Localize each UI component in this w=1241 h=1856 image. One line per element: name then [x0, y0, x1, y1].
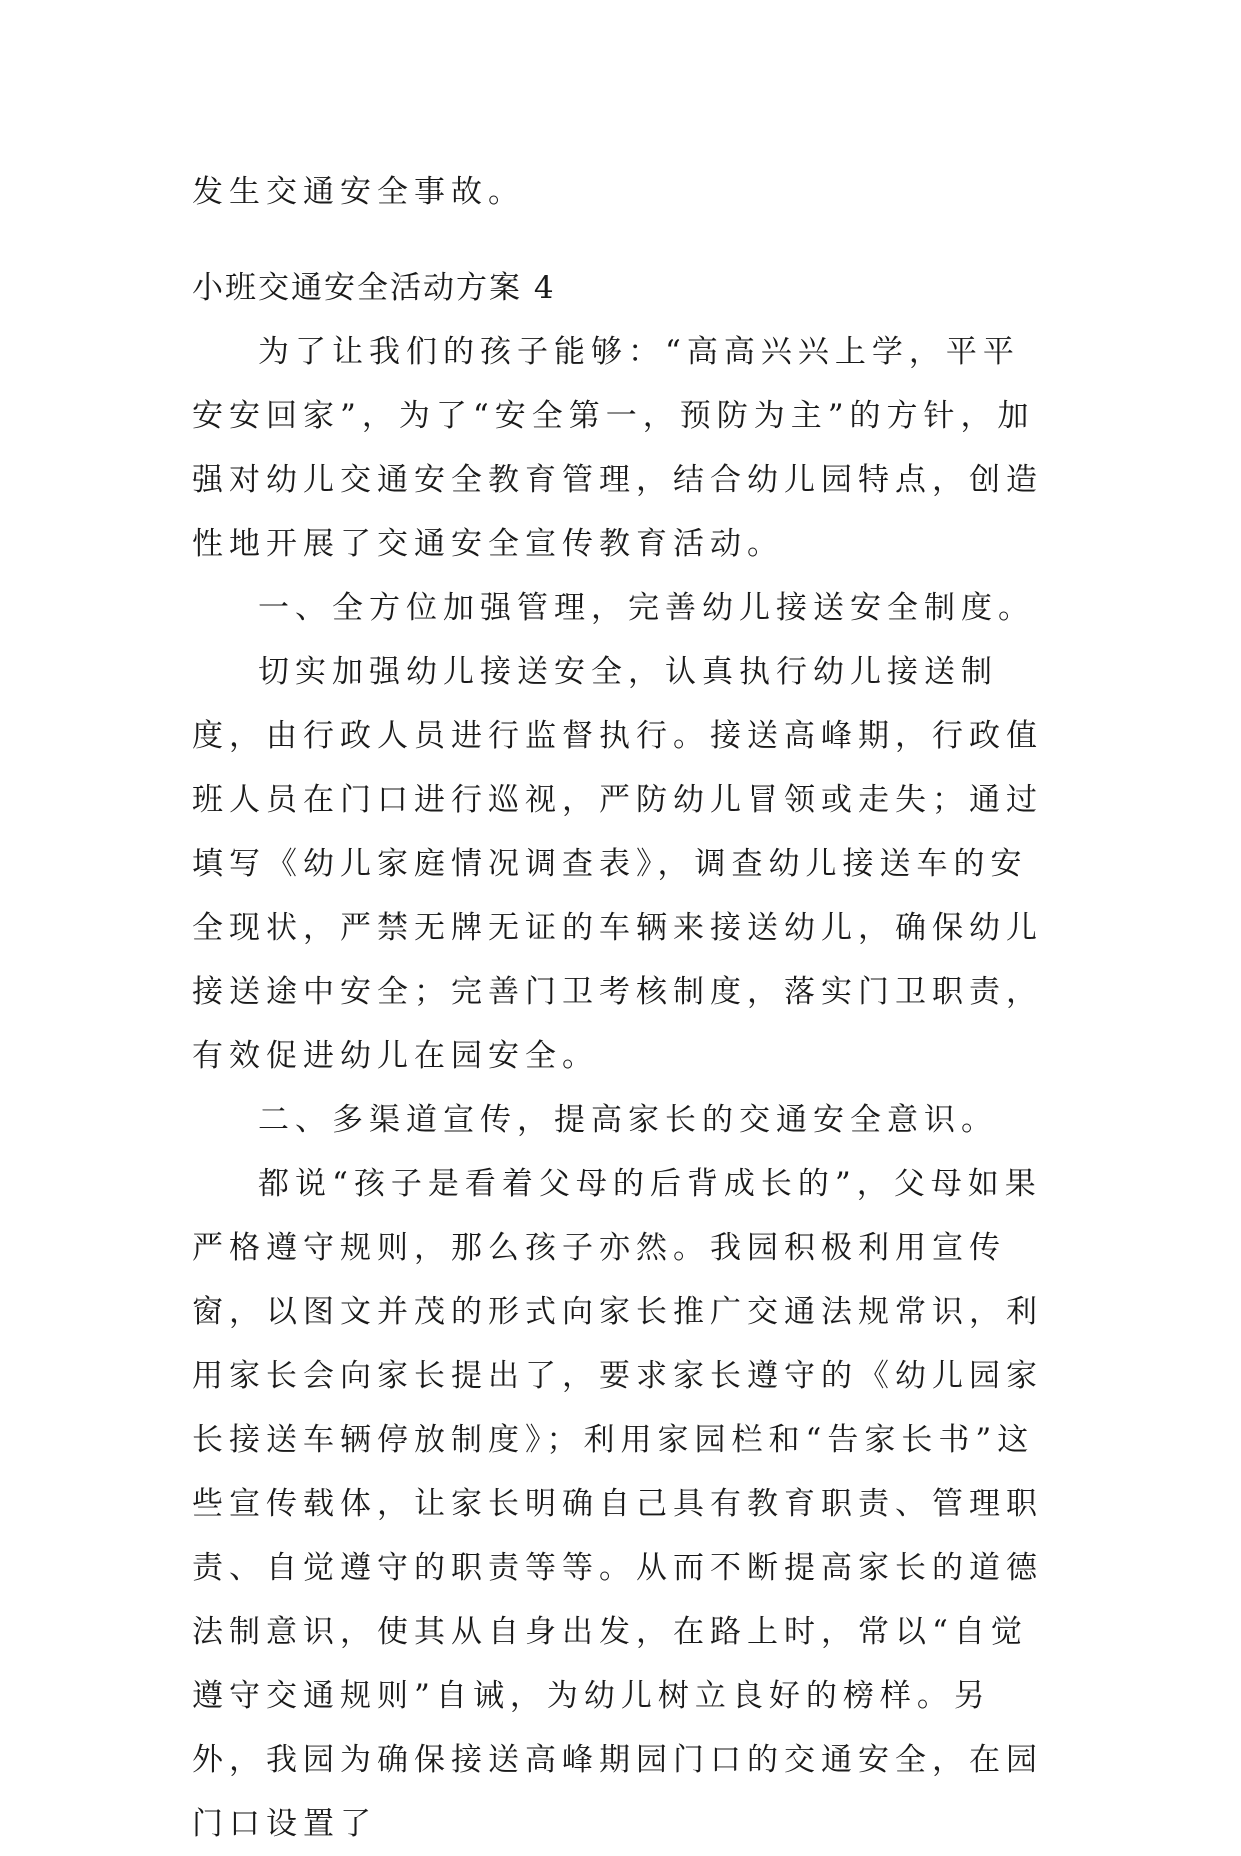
continued-text: 发生交通安全事故。 — [192, 174, 525, 210]
section-title: 小班交通安全活动方案 4 — [192, 270, 556, 306]
document-body — [192, 160, 1056, 1856]
paragraph-intro: 为了让我们的孩子能够：“高高兴兴上学，平平安安回家”，为了“安全第一，预防为主”的方针，加强对幼儿交通安全教育管理，结合幼儿园特点，创造性地开展了交通安全宣传教育活动。 — [192, 334, 1043, 562]
paragraph-heading-1: 一、全方位加强管理，完善幼儿接送安全制度。 — [258, 590, 1035, 626]
paragraph-pickup-safety: 切实加强幼儿接送安全，认真执行幼儿接送制度，由行政人员进行监督执行。接送高峰期，行政值班人员在门口进行巡视，严防幼儿冒领或走失；通过填写《幼儿家庭情况调查表》，调查幼儿接送车的安全现状，严禁无牌无证的车辆来接送幼儿，确保幼儿接送途中安全；完善门卫考核制度，落实门卫职责，有效促进幼儿在园安全。 — [192, 654, 1043, 1074]
paragraph-heading-2: 二、多渠道宣传，提高家长的交通安全意识。 — [258, 1102, 998, 1138]
paragraph-parent-awareness: 都说“孩子是看着父母的后背成长的”，父母如果严格遵守规则，那么孩子亦然。我园积极利用宣传窗，以图文并茂的形式向家长推广交通法规常识，利用家长会向家长提出了，要求家长遵守的《幼儿园家长接送车辆停放制度》；利用家园栏和“告家长书”这些宣传载体，让家长明确自己具有教育职责、管理职责、自觉遵守的职责等等。从而不断提高家长的道德法制意识，使其从自身出发，在路上时，常以“自觉遵守交通规则”自诫，为幼儿树立良好的榜样。另外，我园为确保接送高峰期园门口的交通安全，在园门口设置了 — [192, 1166, 1043, 1842]
